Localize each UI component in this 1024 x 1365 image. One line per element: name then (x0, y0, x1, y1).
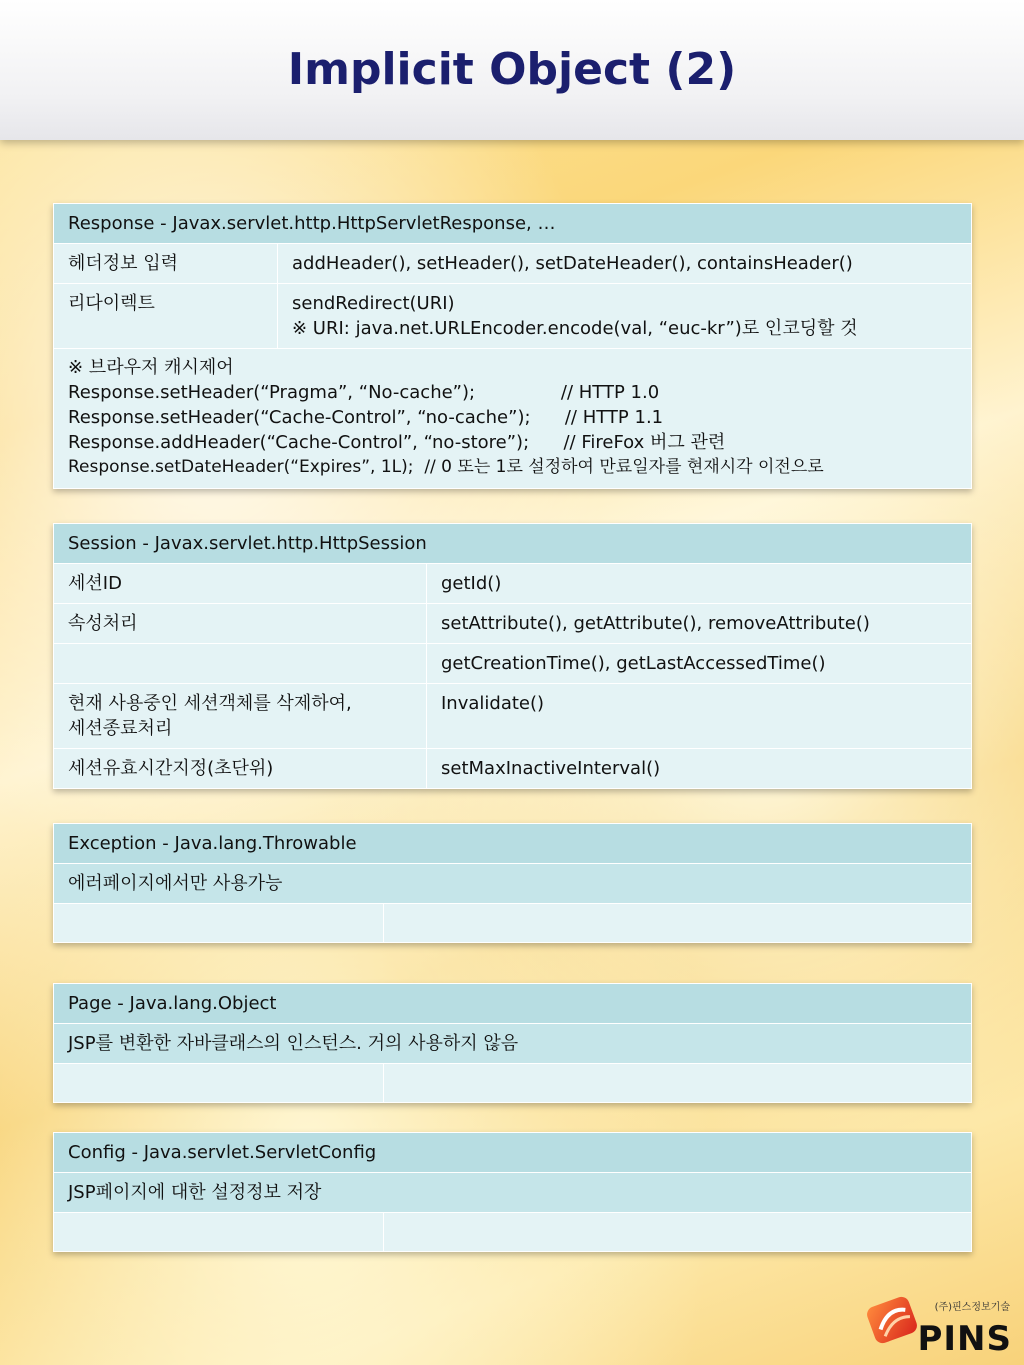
config-header: Config - Java.servlet.ServletConfig (54, 1133, 972, 1173)
page-header-row (54, 984, 972, 1024)
row-label (54, 644, 427, 684)
page-title: Implicit Object (2) (287, 44, 737, 95)
cache-line: Response.setHeader(“Pragma”, “No-cache”); // HTTP 1.0 (68, 382, 660, 403)
row-value: setAttribute(), getAttribute(), removeAttribute() (427, 604, 972, 644)
pins-logo-icon (864, 1291, 924, 1351)
title-bar (0, 0, 1024, 140)
empty-cell (54, 1064, 384, 1103)
config-desc: JSP페이지에 대한 설정정보 저장 (54, 1173, 972, 1213)
empty-cell (54, 904, 384, 943)
row-value: getCreationTime(), getLastAccessedTime() (427, 644, 972, 684)
row-value (278, 284, 972, 349)
table-row (54, 864, 972, 904)
cache-control-row (54, 349, 972, 489)
page-desc: JSP를 변환한 자바클래스의 인스턴스. 거의 사용하지 않음 (54, 1024, 972, 1064)
cache-title: ※ 브라우저 캐시제어 (68, 357, 234, 378)
response-table (53, 203, 972, 489)
exception-table (53, 823, 972, 943)
config-table (53, 1132, 972, 1252)
row-label: 세션ID (54, 564, 427, 604)
row-value: getId() (427, 564, 972, 604)
row-value: addHeader(), setHeader(), setDateHeader(), containsHeader() (278, 244, 972, 284)
table-row (54, 284, 972, 349)
exception-header-row (54, 824, 972, 864)
row-label: 속성처리 (54, 604, 427, 644)
page-header: Page - Java.lang.Object (54, 984, 972, 1024)
cache-line: Response.setHeader(“Cache-Control”, “no-cache”); // HTTP 1.1 (68, 407, 664, 428)
empty-cell (54, 1213, 384, 1252)
empty-cell (384, 904, 972, 943)
table-row (54, 904, 972, 943)
empty-cell (384, 1064, 972, 1103)
page-table (53, 983, 972, 1103)
table-row (54, 1213, 972, 1252)
company-name: (주)핀스정보기술 (934, 1302, 1010, 1313)
config-header-row (54, 1133, 972, 1173)
cache-line: Response.setDateHeader(“Expires”, 1L); // 0 또는 1로 설정하여 만료일자를 현재시각 이전으로 (68, 457, 824, 477)
table-row (54, 244, 972, 284)
table-row (54, 749, 972, 789)
table-row (54, 684, 972, 749)
session-header-row (54, 524, 972, 564)
response-header: Response - Javax.servlet.http.HttpServletResponse, … (54, 204, 972, 244)
table-row (54, 644, 972, 684)
response-header-row (54, 204, 972, 244)
row-label (54, 684, 427, 749)
table-row (54, 1024, 972, 1064)
row-label-line: 현재 사용중인 세션객체를 삭제하여, (68, 693, 352, 714)
row-value: setMaxInactiveInterval() (427, 749, 972, 789)
brand-name: PINS (917, 1319, 1012, 1359)
cache-control-block (54, 349, 972, 489)
table-row (54, 604, 972, 644)
exception-desc: 에러페이지에서만 사용가능 (54, 864, 972, 904)
exception-header: Exception - Java.lang.Throwable (54, 824, 972, 864)
row-value: Invalidate() (427, 684, 972, 749)
table-row (54, 1064, 972, 1103)
table-row (54, 1173, 972, 1213)
redirect-method: sendRedirect(URI) (292, 293, 455, 314)
row-label: 리다이렉트 (54, 284, 278, 349)
empty-cell (384, 1213, 972, 1252)
row-label-line: 세션종료처리 (68, 718, 173, 739)
table-row (54, 564, 972, 604)
row-label: 세션유효시간지정(초단위) (54, 749, 427, 789)
redirect-note: ※ URI: java.net.URLEncoder.encode(val, “euc-kr”)로 인코딩할 것 (292, 318, 858, 339)
cache-line: Response.addHeader(“Cache-Control”, “no-store”); // FireFox 버그 관련 (68, 432, 726, 453)
row-label: 헤더정보 입력 (54, 244, 278, 284)
session-table (53, 523, 972, 789)
session-header: Session - Javax.servlet.http.HttpSession (54, 524, 972, 564)
